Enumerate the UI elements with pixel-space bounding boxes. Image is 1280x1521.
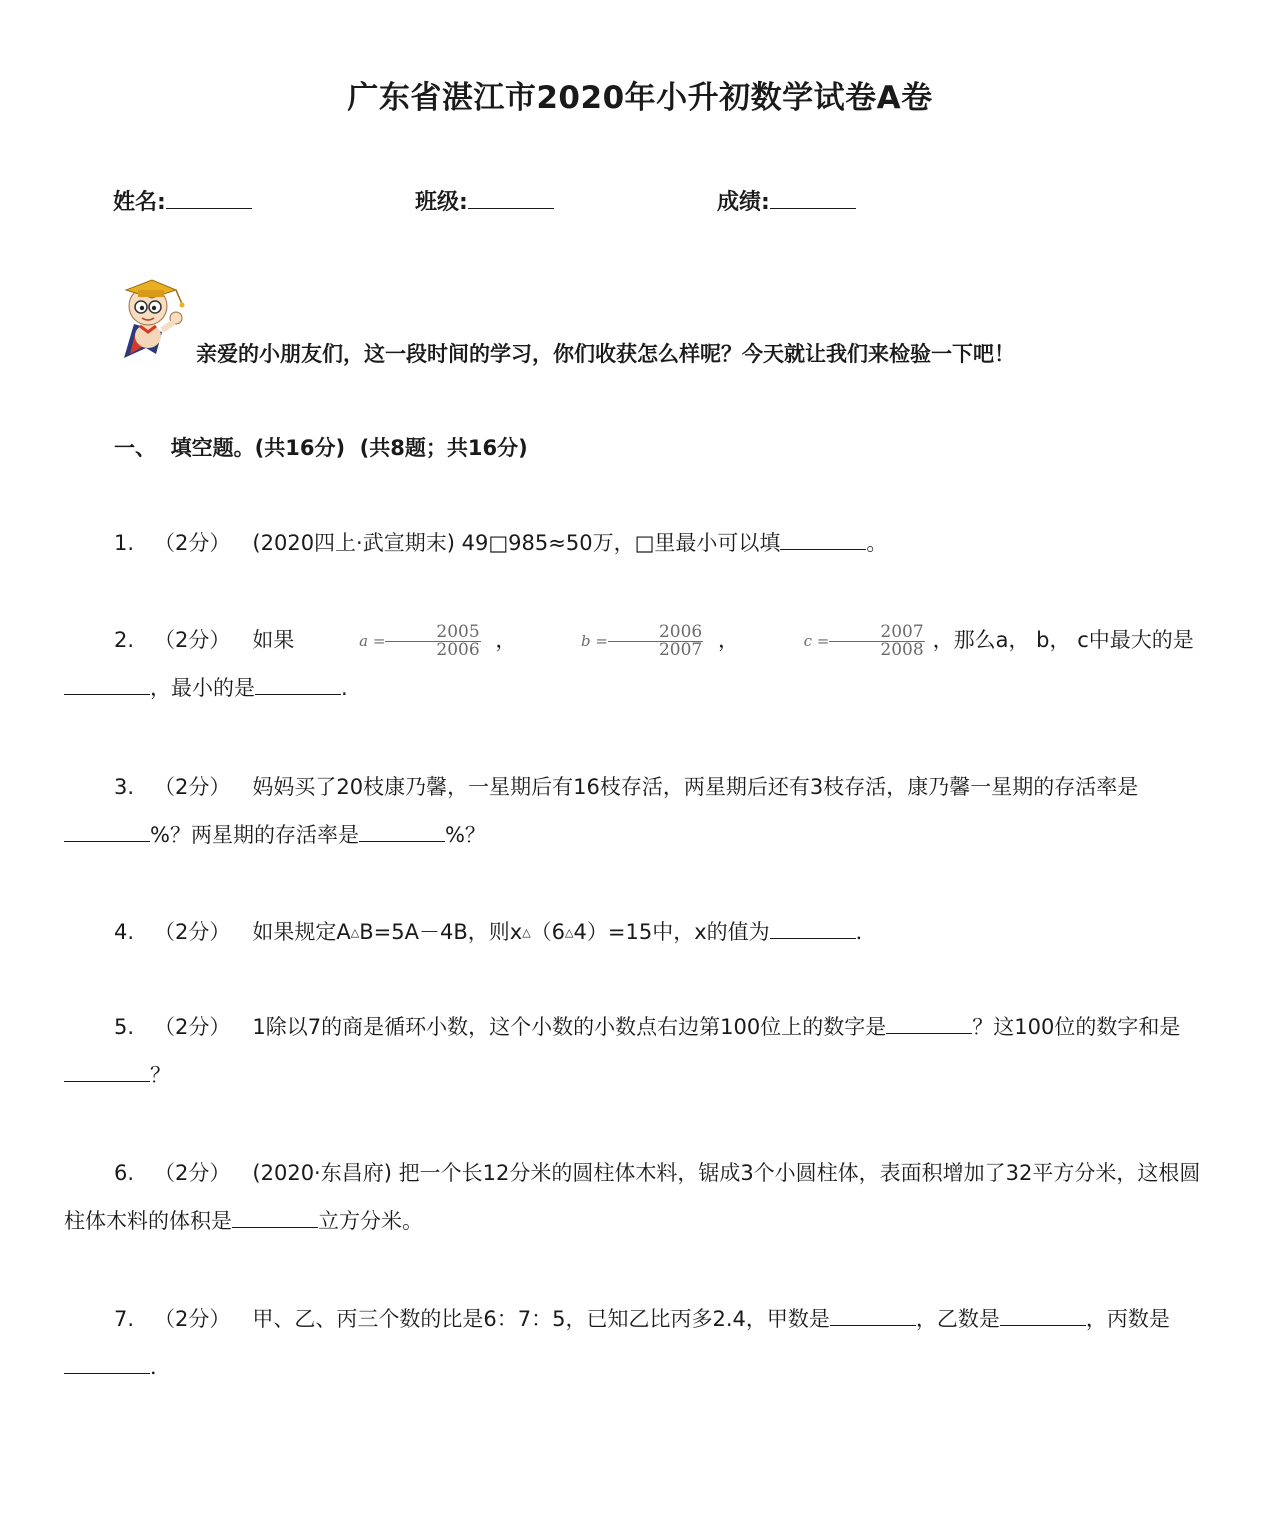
answer-blank[interactable] xyxy=(780,548,866,550)
question-text: ． xyxy=(855,920,877,944)
fraction-numerator: 2007 xyxy=(829,624,924,642)
fraction-variable: c = xyxy=(803,631,830,650)
class-label: 班级: xyxy=(415,190,468,215)
question-text: （6 xyxy=(530,920,566,944)
triangle-operator-icon: △ xyxy=(350,926,360,939)
question-text: 立方分米。 xyxy=(318,1209,423,1233)
fraction-b xyxy=(531,621,703,660)
question-number: 1. xyxy=(114,531,135,555)
fraction-denominator: 2007 xyxy=(658,639,703,660)
page-title: 广东省湛江市2020年小升初数学试卷A卷 xyxy=(347,80,933,116)
answer-blank[interactable] xyxy=(255,693,341,695)
answer-blank[interactable] xyxy=(64,693,150,695)
question-number: 5. xyxy=(114,1015,135,1039)
answer-blank[interactable] xyxy=(64,1080,150,1082)
fraction-numerator: 2005 xyxy=(385,624,480,642)
fraction-a xyxy=(309,621,481,660)
question-1 xyxy=(64,519,1214,567)
name-blank[interactable] xyxy=(166,207,252,209)
question-text: ． xyxy=(150,1355,171,1379)
answer-blank[interactable] xyxy=(64,840,150,842)
triangle-operator-icon: △ xyxy=(522,926,531,939)
name-field xyxy=(113,185,252,216)
score-field xyxy=(717,185,856,216)
class-field xyxy=(415,185,554,216)
question-5 xyxy=(64,1003,1214,1099)
question-text: ？这100位的数字和是 xyxy=(972,1015,1181,1039)
question-text: (2020四上·武宣期末) 49□985≈50万，□里最小可以填 xyxy=(252,531,781,555)
question-text: 如果规定A xyxy=(252,920,351,944)
question-points: （2分） xyxy=(154,628,231,652)
answer-blank[interactable] xyxy=(359,840,445,842)
score-blank[interactable] xyxy=(770,207,856,209)
fraction-denominator: 2006 xyxy=(436,639,480,660)
question-text: 妈妈买了20枝康乃馨，一星期后有16枝存活，两星期后还有3枝存活，康乃馨一星期的存活率是 xyxy=(252,775,1139,799)
question-text: (2020·东昌府) 把一个长12分米的圆柱体木料，锯成3个小圆柱体，表面积增加了32平方分米，这根圆柱体木料的体积是 xyxy=(64,1161,1201,1233)
name-label: 姓名: xyxy=(113,190,166,215)
answer-blank[interactable] xyxy=(1000,1324,1086,1326)
separator: ， xyxy=(495,628,517,652)
triangle-operator-icon: △ xyxy=(565,926,574,939)
question-text: B=5A－4B，则x xyxy=(359,920,523,944)
greeting-text: 亲爱的小朋友们，这一段时间的学习，你们收获怎么样呢？今天就让我们来检验一下吧！ xyxy=(196,342,1015,366)
fraction-variable: a = xyxy=(359,631,386,650)
question-3 xyxy=(64,763,1214,859)
question-2 xyxy=(64,616,1214,712)
answer-blank[interactable] xyxy=(830,1324,916,1326)
separator: ， xyxy=(717,628,739,652)
class-blank[interactable] xyxy=(468,207,554,209)
question-number: 7. xyxy=(114,1307,135,1331)
fraction-denominator: 2008 xyxy=(880,639,924,660)
question-7 xyxy=(64,1295,1214,1391)
question-number: 2. xyxy=(114,628,135,652)
answer-blank[interactable] xyxy=(886,1032,972,1034)
answer-blank[interactable] xyxy=(64,1372,150,1374)
question-text: ，丙数是 xyxy=(1085,1307,1170,1331)
question-4 xyxy=(64,908,1214,957)
fraction-numerator: 2006 xyxy=(608,624,703,642)
question-number: 4. xyxy=(114,920,135,944)
question-points: （2分） xyxy=(154,1161,231,1185)
question-text: 。 xyxy=(866,531,888,555)
question-text: ，最小的是 xyxy=(150,676,255,700)
question-points: （2分） xyxy=(154,1015,231,1039)
question-text: 甲、乙、丙三个数的比是6：7：5，已知乙比丙多2.4，甲数是 xyxy=(252,1307,830,1331)
mascot-icon xyxy=(112,274,198,360)
fraction-c xyxy=(754,621,925,660)
question-number: 3. xyxy=(114,775,135,799)
answer-blank[interactable] xyxy=(770,937,856,939)
question-text: 1除以7的商是循环小数，这个小数的小数点右边第100位上的数字是 xyxy=(252,1015,887,1039)
question-text: ，乙数是 xyxy=(915,1307,1000,1331)
section-heading: 一、 填空题。(共16分) (共8题；共16分) xyxy=(114,436,528,460)
question-text: %？两星期的存活率是 xyxy=(150,823,359,847)
question-points: （2分） xyxy=(154,920,231,944)
question-text: 如果 xyxy=(252,628,295,652)
question-text: ，那么a， b， c中最大的是 xyxy=(932,628,1194,652)
question-text: %？ xyxy=(444,823,486,847)
question-6 xyxy=(64,1149,1214,1245)
question-text: . xyxy=(341,676,348,700)
question-points: （2分） xyxy=(154,1307,231,1331)
question-text: ？ xyxy=(150,1063,171,1087)
fraction-variable: b = xyxy=(581,631,608,650)
question-points: （2分） xyxy=(154,775,231,799)
question-number: 6. xyxy=(114,1161,135,1185)
question-text: 4）=15中，x的值为 xyxy=(573,920,770,944)
answer-blank[interactable] xyxy=(232,1226,318,1228)
question-points: （2分） xyxy=(154,531,231,555)
score-label: 成绩: xyxy=(717,190,770,215)
